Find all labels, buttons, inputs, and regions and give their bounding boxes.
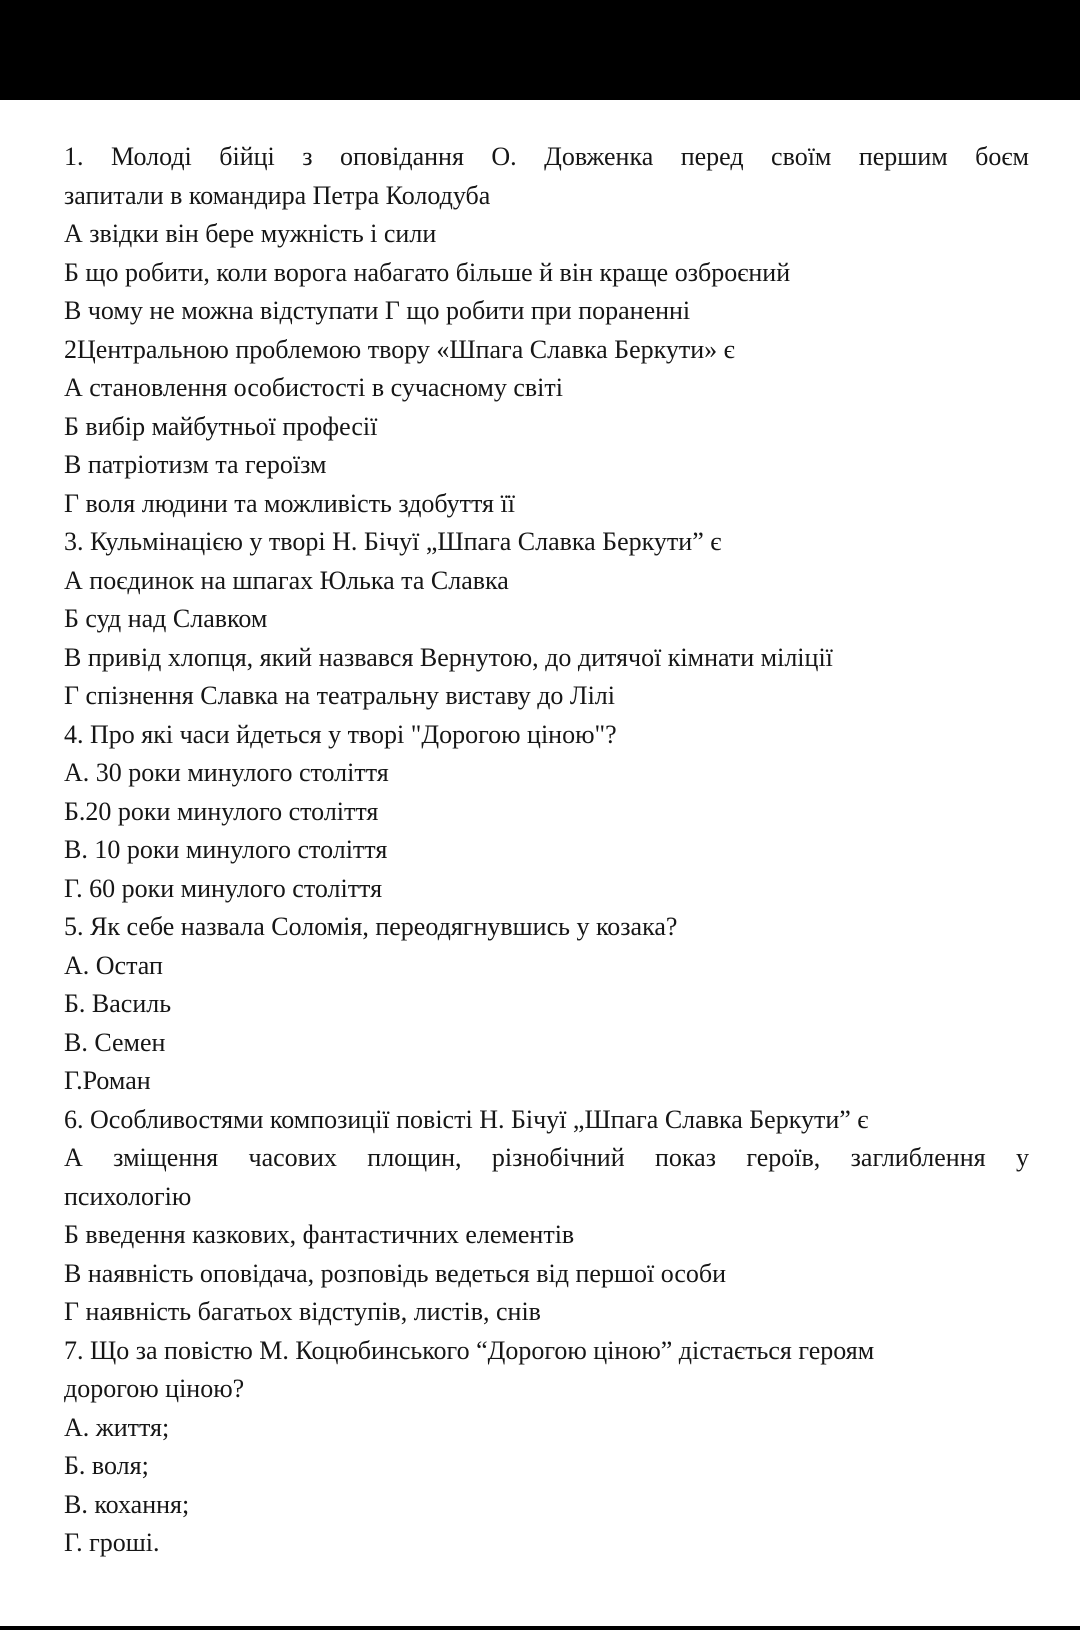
document-text <box>64 138 1029 1563</box>
top-black-bar <box>0 0 1080 100</box>
text-line: В патріотизм та героїзм <box>64 450 327 479</box>
text-line: Б введення казкових, фантастичних елементів <box>64 1220 575 1249</box>
text-line: 4. Про які часи йдеться у творі "Дорогою ціною"? <box>64 719 617 749</box>
text-line: дорогою ціною? <box>64 1374 245 1403</box>
text-line: Б вибір майбутньої професії <box>64 411 378 441</box>
bottom-rule <box>0 1626 1080 1630</box>
text-line: Б.20 роки минулого століття <box>64 796 379 826</box>
text-line: 1. Молоді бійці з оповідання О. Довженка перед своїм першим боєм <box>64 142 1029 171</box>
text-line: 6. Особливостями композиції повісті Н. Бічуї „Шпага Славка Беркути” є <box>64 1104 869 1134</box>
text-line: А. Остап <box>64 950 163 980</box>
text-line: А поєдинок на шпагах Юлька та Славка <box>64 565 509 595</box>
text-line: Г. 60 роки минулого століття <box>64 873 383 903</box>
text-line: Г спізнення Славка на театральну виставу до Лілі <box>64 681 615 710</box>
text-line: психологію <box>64 1181 192 1211</box>
text-line: 2Центральною проблемою твору «Шпага Славка Беркути» є <box>64 334 735 364</box>
text-line: Г. гроші. <box>64 1528 160 1557</box>
text-line: Г.Роман <box>64 1066 151 1095</box>
text-line: Б суд над Славком <box>64 604 268 633</box>
text-line: Б. Василь <box>64 989 172 1018</box>
text-line: А. життя; <box>64 1412 170 1442</box>
text-line: Г воля людини та можливість здобуття її <box>64 488 515 518</box>
text-line: В. кохання; <box>64 1489 190 1519</box>
text-line: 5. Як себе назвала Соломія, переодягнувшись у козака? <box>64 912 678 941</box>
text-line: В. Семен <box>64 1027 166 1057</box>
text-line: Г наявність багатьох відступів, листів, снів <box>64 1297 541 1326</box>
text-line: 7. Що за повістю М. Коцюбинського “Дорогою ціною” дістається героям <box>64 1335 875 1365</box>
text-line: В наявність оповідача, розповідь ведеться від першої особи <box>64 1258 727 1288</box>
text-line: 3. Кульмінацією у творі Н. Бічуї „Шпага Славка Беркути” є <box>64 527 722 556</box>
text-line: запитали в командира Петра Колодуба <box>64 180 491 210</box>
text-line: В чому не можна відступати Г що робити при пораненні <box>64 296 691 325</box>
text-line: Б що робити, коли ворога набагато більше й він краще озброєний <box>64 257 791 287</box>
text-line: А звідки він бере мужність і сили <box>64 219 437 248</box>
text-line: Б. воля; <box>64 1451 149 1480</box>
text-line: А становлення особистості в сучасному світі <box>64 373 563 402</box>
text-line: А зміщення часових площин, різнобічний показ героїв, заглиблення у <box>64 1143 1029 1172</box>
text-line: В привід хлопця, який назвався Вернутою, до дитячої кімнати міліції <box>64 642 833 672</box>
text-line: В. 10 роки минулого століття <box>64 835 388 864</box>
text-line: А. 30 роки минулого століття <box>64 758 389 787</box>
